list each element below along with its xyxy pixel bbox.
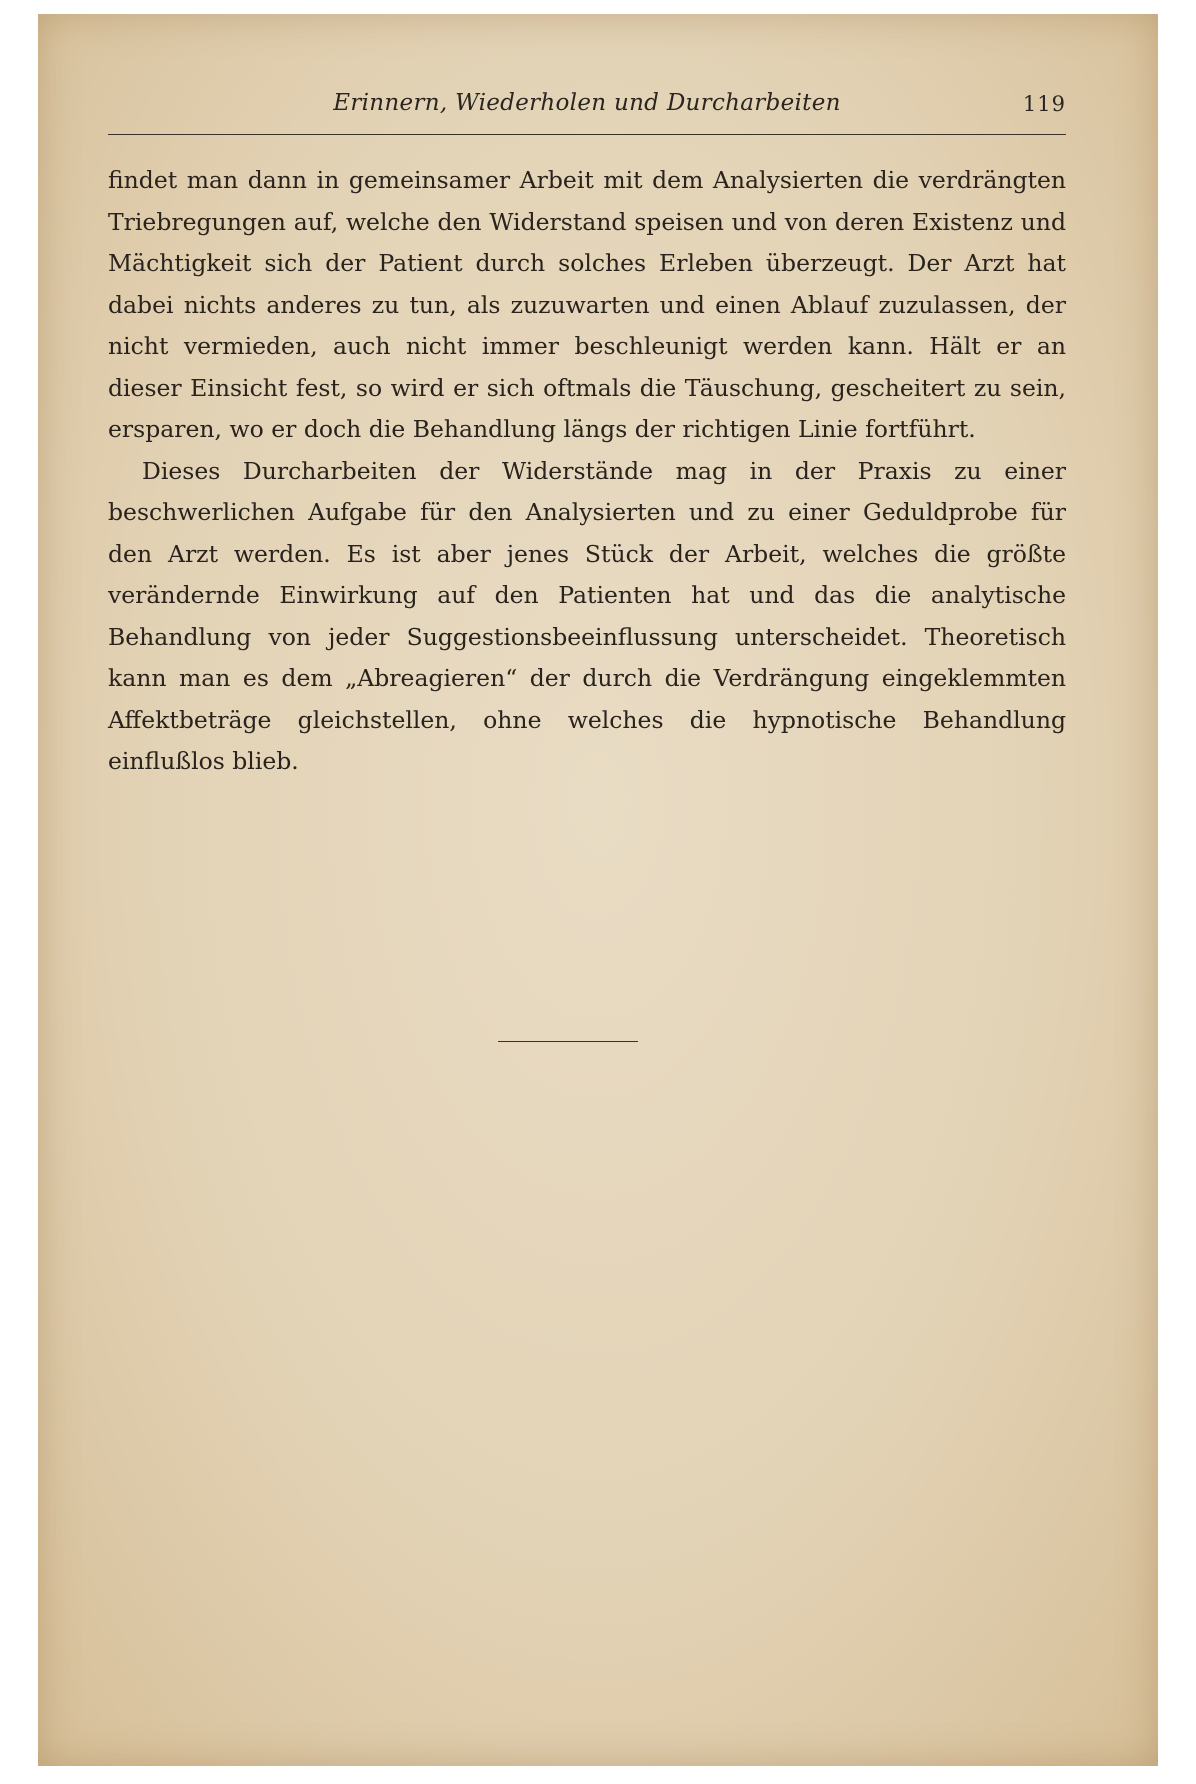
paragraph-1: findet man dann in gemeinsamer Arbeit mit dem Analysierten die verdrängten Triebregungen auf, welche den Widerstand speisen und von deren Existenz und Mächtigkeit sich der Patient durch solches Erleben überzeugt. Der Arzt hat dabei nichts anderes zu tun, als zuzuwarten und einen Ablauf zuzulassen, der nicht vermieden, auch nicht immer beschleunigt werden kann. Hält er an dieser Einsicht fest, so wird er sich oftmals die Täuschung, gescheitert zu sein, ersparen, wo er doch die Behandlung längs der richtigen Linie fortführt. (108, 166, 1066, 443)
body-text (108, 160, 1066, 783)
page-number: 119 (1022, 92, 1066, 116)
running-title: Erinnern, Wiederholen und Durcharbeiten (333, 90, 841, 116)
paragraph-2: Dieses Durcharbeiten der Widerstände mag in der Praxis zu einer beschwerlichen Aufgabe für den Analysierten und zu einer Geduldprobe für den Arzt werden. Es ist aber jenes Stück der Arbeit, welches die größte verändernde Einwirkung auf den Patienten hat und das die analytische Behandlung von jeder Suggestionsbeeinflussung unterscheidet. Theoretisch kann man es dem „Abreagieren“ der durch die Verdrängung eingeklemmten Affektbeträge gleichstellen, ohne welches die hypnotische Behandlung einflußlos blieb. (108, 456, 1066, 775)
book-page (38, 14, 1158, 1766)
section-end-rule (498, 1041, 638, 1042)
page-header (108, 90, 1066, 124)
header-rule (108, 134, 1066, 135)
